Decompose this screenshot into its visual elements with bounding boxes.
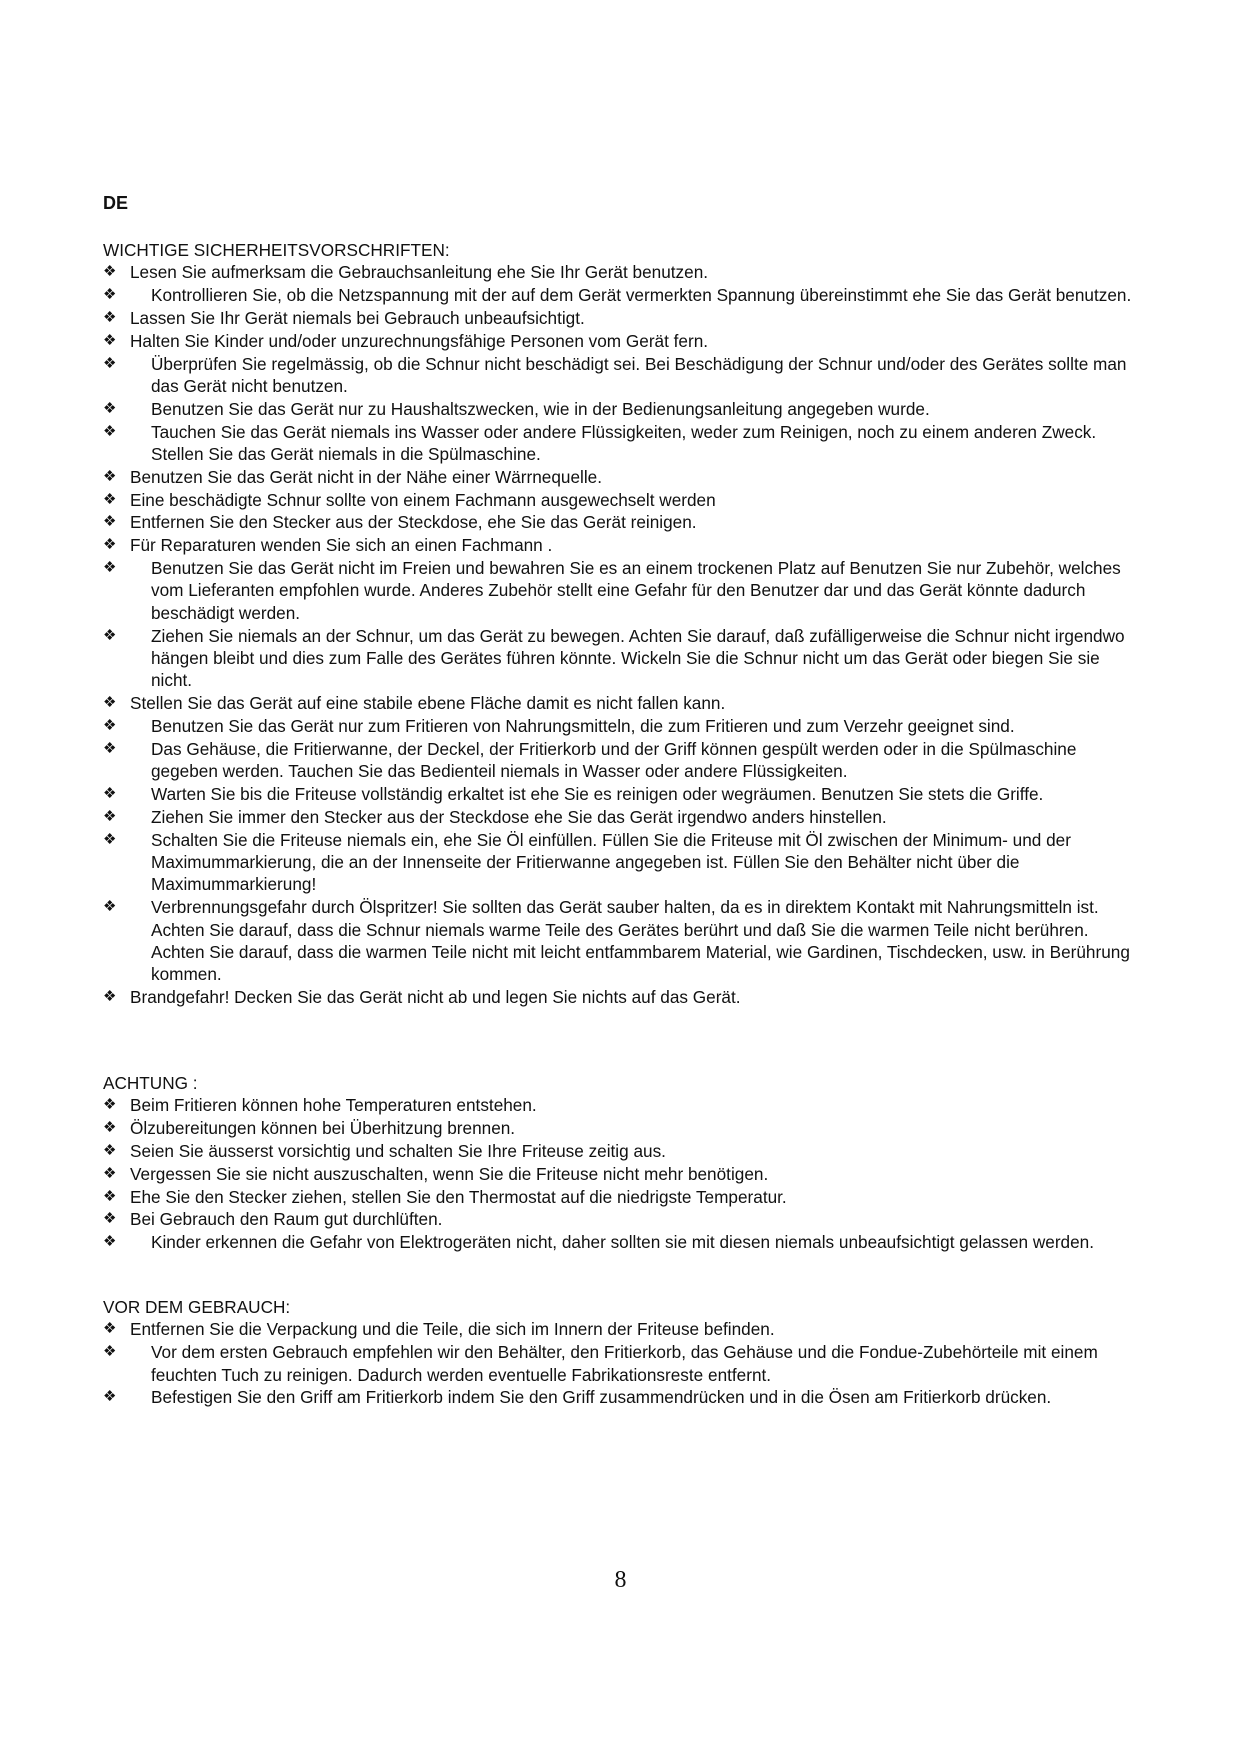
diamond-bullet-icon: ❖ <box>103 399 117 417</box>
diamond-bullet-icon: ❖ <box>103 558 117 576</box>
list-item-text: Für Reparaturen wenden Sie sich an einen Fachmann . <box>130 535 553 556</box>
list-item-text: Benutzen Sie das Gerät nur zum Fritieren von Nahrungsmitteln, die zum Fritieren und zum Verzehr geeignet sind. <box>151 716 1015 736</box>
list-item <box>103 557 1143 624</box>
diamond-bullet-icon: ❖ <box>103 694 117 712</box>
list-item-text: Schalten Sie die Friteuse niemals ein, ehe Sie Öl einfüllen. Füllen Sie die Friteuse mit Öl zwischen der Minimum- und der Maximummarkierung, die an der Innenseite der Fritierwanne angegeben ist. Füllen Sie den Behälter nicht über die Maximummarkierung! <box>151 829 1071 895</box>
list-item-text: Verbrennungsgefahr durch Ölspritzer! Sie sollten das Gerät sauber halten, da es in direktem Kontakt mit Nahrungsmitteln ist. Achten Sie darauf, dass die Schnur niemals warme Teile des Gerätes berührt und daß Sie die warmen Teile nicht berühren. Achten Sie darauf, dass die warmen Teile nicht mit leicht entfammbarem Material, wie Gardinen, Tischdecken, usw. in Berührung kommen. <box>151 897 1130 985</box>
diamond-bullet-icon: ❖ <box>103 490 117 508</box>
list-item <box>103 896 1143 986</box>
list-item-text: Warten Sie bis die Friteuse vollständig erkaltet ist ehe Sie es reinigen oder wegräumen. Benutzen Sie stets die Griffe. <box>151 784 1044 804</box>
list-item <box>103 625 1143 692</box>
diamond-bullet-icon: ❖ <box>103 988 117 1006</box>
list-item <box>103 829 1143 896</box>
list-item-text: Benutzen Sie das Gerät nur zu Haushaltszwecken, wie in der Bedienungsanleitung angegeben wurde. <box>151 398 930 419</box>
list-item-text: Eine beschädigte Schnur sollte von einem Fachmann ausgewechselt werden <box>130 489 716 510</box>
list-item-text: Ziehen Sie immer den Stecker aus der Steckdose ehe Sie das Gerät irgendwo anders hinstellen. <box>151 806 887 827</box>
list-item-text: Halten Sie Kinder und/oder unzurechnungsfähige Personen vom Gerät fern. <box>130 330 709 351</box>
list-item <box>103 466 1143 488</box>
list-item-text: Seien Sie äusserst vorsichtig und schalten Sie Ihre Friteuse zeitig aus. <box>130 1141 666 1161</box>
list-item <box>103 738 1143 783</box>
list-item <box>103 261 1143 283</box>
list-item-text: Ölzubereitungen können bei Überhitzung brennen. <box>130 1118 516 1139</box>
list-item <box>103 398 1143 420</box>
diamond-bullet-icon: ❖ <box>103 309 117 326</box>
diamond-bullet-icon: ❖ <box>103 536 117 554</box>
list-item-text: Ehe Sie den Stecker ziehen, stellen Sie den Thermostat auf die niedrigste Temperatur. <box>130 1186 787 1207</box>
list-item <box>103 307 1143 329</box>
list-item <box>103 1163 1143 1185</box>
list-item <box>103 1117 1143 1139</box>
warning-list <box>103 1094 1143 1253</box>
diamond-bullet-icon: ❖ <box>103 717 117 734</box>
list-item <box>103 1386 1143 1408</box>
list-item-text: Beim Fritieren können hohe Temperaturen entstehen. <box>130 1095 537 1116</box>
diamond-bullet-icon: ❖ <box>103 626 117 644</box>
list-item <box>103 1094 1143 1116</box>
list-item-text: Tauchen Sie das Gerät niemals ins Wasser oder andere Flüssigkeiten, weder zum Reinigen, noch zu einem anderen Zweck. Stellen Sie das Gerät niemals in die Spülmaschine. <box>151 421 1097 464</box>
list-item <box>103 783 1143 805</box>
diamond-bullet-icon: ❖ <box>103 1210 117 1228</box>
diamond-bullet-icon: ❖ <box>103 286 117 304</box>
list-item <box>103 1341 1143 1386</box>
before-use-section <box>103 1296 1143 1409</box>
list-item-text: Brandgefahr! Decken Sie das Gerät nicht ab und legen Sie nichts auf das Gerät. <box>130 987 741 1008</box>
list-item-text: Benutzen Sie das Gerät nicht in der Nähe einer Wärrnequelle. <box>130 466 602 487</box>
diamond-bullet-icon: ❖ <box>103 1142 117 1159</box>
diamond-bullet-icon: ❖ <box>103 785 117 802</box>
list-item <box>103 353 1143 398</box>
diamond-bullet-icon: ❖ <box>103 422 117 440</box>
list-item <box>103 1140 1143 1162</box>
list-item-text: Entfernen Sie den Stecker aus der Steckdose, ehe Sie das Gerät reinigen. <box>130 512 697 533</box>
diamond-bullet-icon: ❖ <box>103 1119 117 1137</box>
list-item-text: Lesen Sie aufmerksam die Gebrauchsanleitung ehe Sie Ihr Gerät benutzen. <box>130 262 709 283</box>
diamond-bullet-icon: ❖ <box>103 898 117 916</box>
list-item <box>103 534 1143 556</box>
list-item-text: Lassen Sie Ihr Gerät niemals bei Gebrauch unbeaufsichtigt. <box>130 308 585 328</box>
list-item-text: Entfernen Sie die Verpackung und die Teile, die sich im Innern der Friteuse befinden. <box>130 1319 775 1340</box>
list-item <box>103 806 1143 828</box>
diamond-bullet-icon: ❖ <box>103 1320 117 1338</box>
diamond-bullet-icon: ❖ <box>103 1233 117 1251</box>
warning-section <box>103 1072 1143 1254</box>
language-tag: DE <box>103 193 129 213</box>
safety-list <box>103 261 1143 1008</box>
safety-section <box>103 239 1143 1009</box>
diamond-bullet-icon: ❖ <box>103 467 117 485</box>
list-item-text: Das Gehäuse, die Fritierwanne, der Deckel, der Fritierkorb und der Griff können gespült werden oder in die Spülmaschine gegeben werden. Tauchen Sie das Bedienteil niemals in Wasser oder andere Flüssigkeiten. <box>151 738 1077 782</box>
diamond-bullet-icon: ❖ <box>103 1343 117 1361</box>
list-item-text: Benutzen Sie das Gerät nicht im Freien und bewahren Sie es an einem trockenen Platz auf Benutzen Sie nur Zubehör, welches vom Lieferanten empfohlen wurde. Anderes Zubehör stellt eine Gefahr für den Benutzer dar und das Gerät könnte dadurch beschädigt werden. <box>151 557 1121 623</box>
diamond-bullet-icon: ❖ <box>103 354 117 372</box>
page-number: 8 <box>614 1567 627 1593</box>
diamond-bullet-icon: ❖ <box>103 331 117 349</box>
before-use-list <box>103 1318 1143 1408</box>
list-item <box>103 1186 1143 1208</box>
list-item <box>103 715 1143 737</box>
list-item <box>103 692 1143 714</box>
list-item-text: Stellen Sie das Gerät auf eine stabile ebene Fläche damit es nicht fallen kann. <box>130 693 726 714</box>
section-heading: ACHTUNG : <box>103 1073 198 1093</box>
list-item-text: Kontrollieren Sie, ob die Netzspannung mit der auf dem Gerät vermerkten Spannung übereinstimmt ehe Sie das Gerät benutzen. <box>151 285 1132 306</box>
list-item <box>103 330 1143 352</box>
diamond-bullet-icon: ❖ <box>103 1096 117 1114</box>
diamond-bullet-icon: ❖ <box>103 1388 117 1406</box>
list-item <box>103 511 1143 533</box>
diamond-bullet-icon: ❖ <box>103 739 117 757</box>
section-heading: VOR DEM GEBRAUCH: <box>103 1297 291 1317</box>
list-item <box>103 284 1143 306</box>
list-item <box>103 1231 1143 1253</box>
list-item <box>103 1208 1143 1230</box>
diamond-bullet-icon: ❖ <box>103 263 117 281</box>
list-item-text: Überprüfen Sie regelmässig, ob die Schnur nicht beschädigt sei. Bei Beschädigung der Schnur und/oder des Gerätes sollte man das Gerät nicht benutzen. <box>151 353 1127 396</box>
list-item <box>103 986 1143 1008</box>
list-item <box>103 421 1143 466</box>
list-item <box>103 489 1143 511</box>
diamond-bullet-icon: ❖ <box>103 830 117 848</box>
section-heading: WICHTIGE SICHERHEITSVORSCHRIFTEN: <box>103 240 450 260</box>
list-item-text: Vor dem ersten Gebrauch empfehlen wir den Behälter, den Fritierkorb, das Gehäuse und die Fondue-Zubehörteile mit einem feuchten Tuch zu reinigen. Dadurch werden eventuelle Fabrikationsreste entfernt. <box>151 1342 1098 1385</box>
list-item-text: Vergessen Sie sie nicht auszuschalten, wenn Sie die Friteuse nicht mehr benötigen. <box>130 1163 769 1184</box>
list-item-text: Kinder erkennen die Gefahr von Elektrogeräten nicht, daher sollten sie mit diesen niemals unbeaufsichtigt gelassen werden. <box>151 1232 1095 1253</box>
list-item <box>103 1318 1143 1340</box>
list-item-text: Ziehen Sie niemals an der Schnur, um das Gerät zu bewegen. Achten Sie darauf, daß zufälligerweise die Schnur nicht irgendwo hängen bleibt und dies zum Falle des Gerätes führen könnte. Wickeln Sie die Schnur nicht um das Gerät oder biegen Sie sie nicht. <box>151 625 1125 691</box>
diamond-bullet-icon: ❖ <box>103 1187 117 1205</box>
diamond-bullet-icon: ❖ <box>103 807 117 825</box>
list-item-text: Bei Gebrauch den Raum gut durchlüften. <box>130 1209 443 1230</box>
diamond-bullet-icon: ❖ <box>103 513 117 531</box>
diamond-bullet-icon: ❖ <box>103 1164 117 1182</box>
list-item-text: Befestigen Sie den Griff am Fritierkorb indem Sie den Griff zusammendrücken und in die Ösen am Fritierkorb drücken. <box>151 1387 1052 1408</box>
